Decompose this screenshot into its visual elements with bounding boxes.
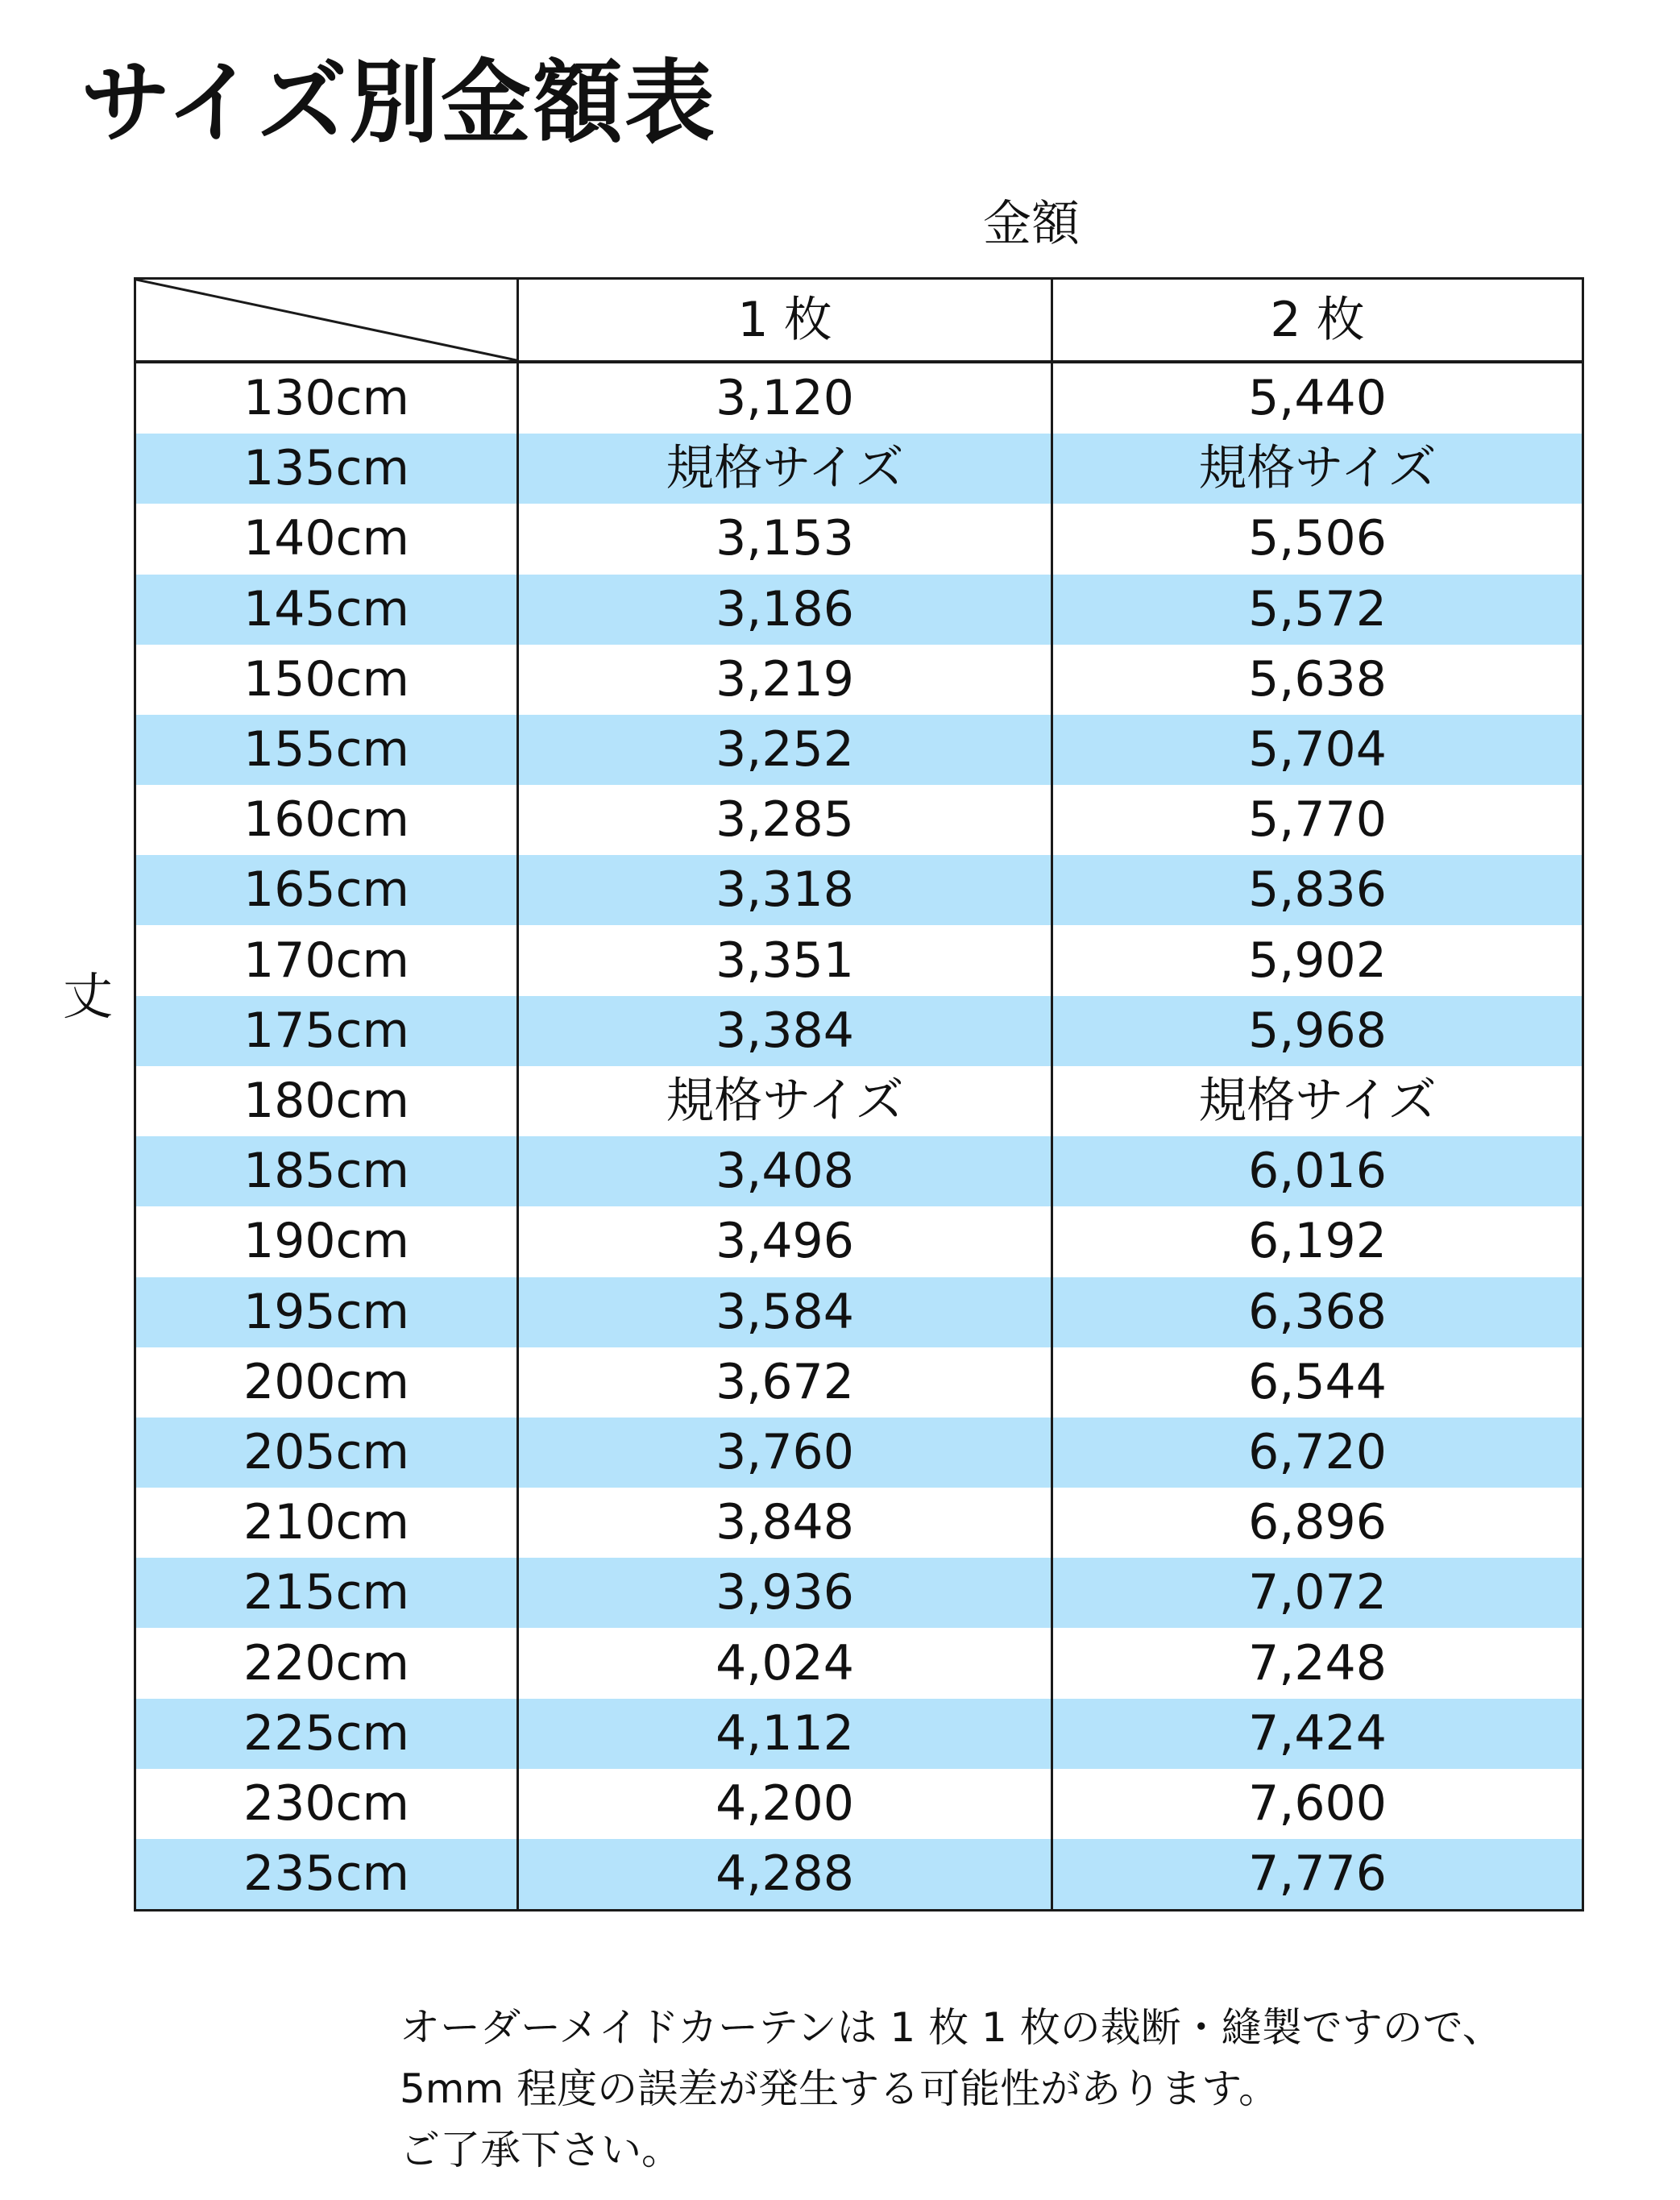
size-cell: 135cm xyxy=(243,440,409,497)
one-sheet-price-cell: 3,186 xyxy=(716,580,854,637)
two-sheet-price-cell: 規格サイズ xyxy=(1198,440,1437,497)
one-sheet-price-cell: 3,120 xyxy=(716,370,854,426)
two-sheet-price-cell: 5,968 xyxy=(1248,1002,1387,1059)
one-sheet-price-cell: 3,760 xyxy=(716,1424,854,1480)
table-row xyxy=(136,1488,1582,1558)
one-sheet-price-cell: 4,200 xyxy=(716,1775,854,1832)
two-sheet-price-cell: 6,544 xyxy=(1248,1353,1387,1410)
one-sheet-price-cell: 3,936 xyxy=(716,1564,854,1621)
size-cell: 175cm xyxy=(243,1002,409,1059)
size-cell: 145cm xyxy=(243,580,409,637)
one-sheet-price-cell: 4,288 xyxy=(716,1845,854,1903)
size-cell: 185cm xyxy=(243,1143,409,1200)
amount-header: 金額 xyxy=(983,196,1080,252)
table-row xyxy=(136,1418,1582,1488)
size-cell: 225cm xyxy=(243,1704,409,1762)
two-sheet-price-cell: 6,896 xyxy=(1248,1494,1387,1551)
one-sheet-price-cell: 3,153 xyxy=(716,510,854,567)
column-divider xyxy=(516,363,519,1909)
size-cell: 205cm xyxy=(243,1424,409,1480)
table-row xyxy=(136,1206,1582,1276)
two-sheet-price-cell: 5,770 xyxy=(1248,791,1387,849)
table-row xyxy=(136,1066,1582,1136)
table-row xyxy=(136,1699,1582,1769)
two-sheet-price-cell: 5,902 xyxy=(1248,932,1387,989)
one-sheet-price-cell: 3,584 xyxy=(716,1283,854,1340)
size-cell: 155cm xyxy=(243,721,409,778)
table-row xyxy=(136,1277,1582,1347)
table-row xyxy=(136,504,1582,574)
size-cell: 130cm xyxy=(243,370,409,426)
table-row xyxy=(136,1347,1582,1418)
size-cell: 150cm xyxy=(243,650,409,708)
two-sheet-price-cell: 5,704 xyxy=(1248,721,1387,778)
one-sheet-price-cell: 3,672 xyxy=(716,1353,854,1410)
table-row xyxy=(136,1839,1582,1909)
one-sheet-price-cell: 4,024 xyxy=(716,1634,854,1692)
two-sheet-price-cell: 7,600 xyxy=(1248,1775,1387,1832)
size-cell: 235cm xyxy=(243,1845,409,1903)
one-sheet-price-cell: 3,848 xyxy=(716,1494,854,1551)
two-sheet-price-cell: 6,192 xyxy=(1248,1213,1387,1270)
size-cell: 170cm xyxy=(243,932,409,989)
one-sheet-price-cell: 3,384 xyxy=(716,1002,854,1059)
table-row xyxy=(136,1558,1582,1628)
table-row xyxy=(136,926,1582,996)
note-line: 5mm 程度の誤差が発生する可能性があります。 xyxy=(400,2065,1280,2112)
two-sheet-price-cell: 7,776 xyxy=(1248,1845,1387,1903)
two-sheet-price-cell: 6,368 xyxy=(1248,1283,1387,1340)
two-sheet-price-cell: 5,638 xyxy=(1248,650,1387,708)
two-sheet-price-cell: 5,506 xyxy=(1248,510,1387,567)
table-row xyxy=(136,715,1582,785)
note-line: ご了承下さい。 xyxy=(400,2127,682,2173)
table-row xyxy=(136,855,1582,925)
size-cell: 140cm xyxy=(243,510,409,567)
table-body xyxy=(136,363,1582,1909)
two-sheet-price-cell: 5,572 xyxy=(1248,580,1387,637)
one-sheet-price-cell: 3,318 xyxy=(716,861,854,919)
one-sheet-price-cell: 3,496 xyxy=(716,1213,854,1270)
size-cell: 220cm xyxy=(243,1634,409,1692)
size-cell: 210cm xyxy=(243,1494,409,1551)
two-sheet-price-cell: 規格サイズ xyxy=(1198,1073,1437,1129)
column-divider xyxy=(516,280,519,360)
table-row xyxy=(136,1769,1582,1839)
table-row xyxy=(136,785,1582,855)
note-line: オーダーメイドカーテンは 1 枚 1 枚の裁断・縫製ですので、 xyxy=(400,2004,1503,2051)
one-sheet-price-cell: 3,219 xyxy=(716,650,854,708)
one-sheet-price-cell: 3,408 xyxy=(716,1143,854,1200)
one-sheet-price-cell: 4,112 xyxy=(716,1704,854,1762)
diagonal-header-cell xyxy=(136,280,516,360)
two-sheet-price-cell: 7,072 xyxy=(1248,1564,1387,1621)
table-row xyxy=(136,1629,1582,1699)
two-sheet-price-cell: 5,440 xyxy=(1248,370,1387,426)
one-sheet-price-cell: 3,285 xyxy=(716,791,854,849)
size-cell: 200cm xyxy=(243,1353,409,1410)
size-cell: 215cm xyxy=(243,1564,409,1621)
one-sheet-price-cell: 3,351 xyxy=(716,932,854,989)
column-divider xyxy=(1051,363,1053,1909)
size-cell: 165cm xyxy=(243,861,409,919)
size-cell: 195cm xyxy=(243,1283,409,1340)
column-header-one-sheet: 1 枚 xyxy=(737,292,832,348)
table-header-row xyxy=(136,280,1582,363)
column-divider xyxy=(1051,280,1053,360)
disclaimer-note xyxy=(400,1997,1503,2181)
table-row xyxy=(136,363,1582,434)
size-cell: 160cm xyxy=(243,791,409,849)
column-header-two-sheets: 2 枚 xyxy=(1270,292,1365,348)
table-row xyxy=(136,434,1582,504)
table-row xyxy=(136,645,1582,715)
two-sheet-price-cell: 7,248 xyxy=(1248,1634,1387,1692)
price-table xyxy=(134,277,1584,1912)
table-row xyxy=(136,575,1582,645)
one-sheet-price-cell: 3,252 xyxy=(716,721,854,778)
table-row xyxy=(136,1136,1582,1206)
two-sheet-price-cell: 7,424 xyxy=(1248,1704,1387,1762)
page-title: サイズ別金額表 xyxy=(81,51,717,156)
two-sheet-price-cell: 6,016 xyxy=(1248,1143,1387,1200)
two-sheet-price-cell: 6,720 xyxy=(1248,1424,1387,1480)
table-row xyxy=(136,996,1582,1066)
one-sheet-price-cell: 規格サイズ xyxy=(666,1073,904,1129)
size-cell: 190cm xyxy=(243,1213,409,1270)
size-cell: 180cm xyxy=(243,1073,409,1129)
size-cell: 230cm xyxy=(243,1775,409,1832)
one-sheet-price-cell: 規格サイズ xyxy=(666,440,904,497)
two-sheet-price-cell: 5,836 xyxy=(1248,861,1387,919)
length-side-label: 丈 xyxy=(63,967,114,1026)
